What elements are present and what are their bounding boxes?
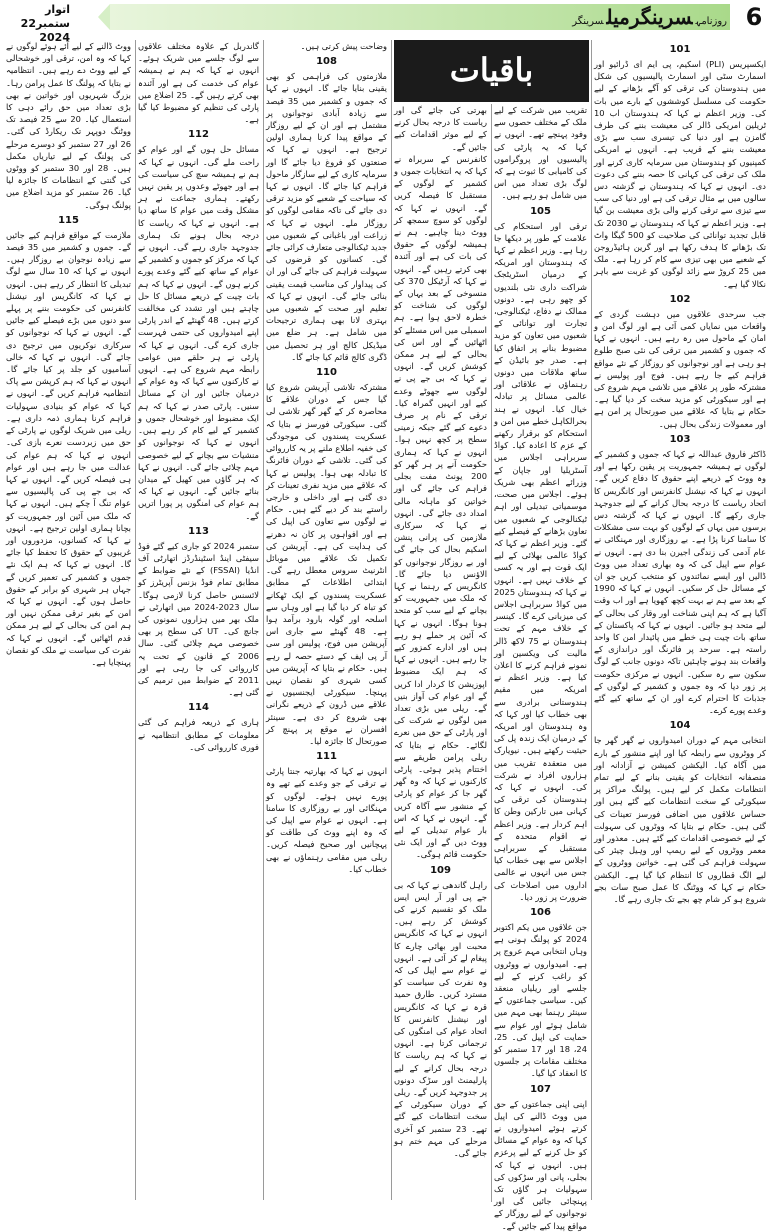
article-number: 108: [316, 56, 337, 68]
article-number: 114: [188, 702, 209, 714]
article-text: ایکسپریس (PLI) اسکیم، پی ایم ای ڈرائیو اور اسمارٹ سٹی اور اسمارٹ پالیسیوں کی شکل میں ہندوستان کی ترقی کو آگے بڑھانے کے لیے حکومت کی مسلسل کوششوں کے بارے میں بات کی۔ وزیر اعظم نے کہا کہ ہندوستان اب 10 ٹریلین امریکی ڈالر کی معیشت بننے کی طرف گامزن ہے اور دنیا کی تیسری سب سے بڑی معیشت بننے کے قریب ہے۔ انہوں نے امریکی کمپنیوں کو ہندوستان میں سرمایہ کاری کرنے اور ملک کی ترقی کی کہانی کا حصہ بننے کی دعوت دی۔ انہوں نے کہا کہ ہندوستان نے گزشتہ دس سالوں میں بے مثال ترقی کی ہے اور دنیا کی سب سے تیزی سے ترقی کرنے والی بڑی معیشت بن گیا ہے۔ وزیر اعظم نے کہا کہ ہندوستان نے 2030 تک قابل تجدید توانائی کی صلاحیت کو 500 گیگا واٹ تک بڑھانے کا ہدف رکھا ہے اور گرین ہائیڈروجن کے شعبے میں بھی تیزی سے کام کر رہا ہے۔ ملک میں 25 کروڑ سے زائد لوگوں کو غربت سے باہر نکالا گیا ہے۔: [594, 59, 767, 289]
article-number: 112: [188, 129, 209, 141]
column-rule: [263, 40, 264, 1200]
column-1: [594, 40, 766, 1205]
article-number: 103: [669, 433, 691, 445]
article-text: مشترکہ تلاشی آپریشن شروع کیا گیا جس کے دوران علاقے کا محاصرہ کر کے گھر گھر تلاشی لی گئی۔ سیکورٹی فورسز نے بتایا کہ عسکریت پسندوں کی موجودگی کی خفیہ اطلاع ملنے پر یہ کارروائی کی گئی۔ تلاشی کے دوران فائرنگ کا تبادلہ بھی ہوا۔ پولیس نے کہا کہ علاقے میں مزید نفری تعینات کر دی گئی ہے اور داخلی و خارجی راستے بند کر دیے گئے ہیں۔ حکام نے لوگوں سے تعاون کی اپیل کی ہے اور افواہوں پر کان نہ دھرنے کی ہدایت کی ہے۔ آپریشن کی تکمیل تک علاقے میں موبائل انٹرنیٹ سروس معطل رہے گی۔ ابتدائی اطلاعات کے مطابق عسکریت پسندوں کے ایک ٹھکانے کو تباہ کر دیا گیا ہے اور وہاں سے اسلحہ اور گولہ بارود برآمد ہوا ہے۔ 48 گھنٹے سے جاری اس آپریشن میں فوج، پولیس اور سی آر پی ایف کے دستے حصہ لے رہے ہیں۔ حکام نے بتایا کہ آپریشن میں کسی شہری کو نقصان نہیں پہنچا۔ سیکورٹی ایجنسیوں نے علاقے میں ڈرون کے ذریعے نگرانی بھی شروع کر دی ہے۔ سینئر افسران نے موقع پر پہنچ کر صورتحال کا جائزہ لیا۔: [266, 382, 387, 746]
article-text: راہل گاندھی نے کہا کہ بی جے پی اور آر ایس ایس ملک کو تقسیم کرنے کی کوشش کر رہے ہیں۔ انہوں نے کہا کہ کانگریس محبت اور بھائی چارے کا پیغام لے کر آئی ہے۔ انہوں نے عوام سے اپیل کی کہ وہ نفرت کی سیاست کو مسترد کریں۔ طارق حمید قرہ نے کہا کہ کانگریس اور نیشنل کانفرنس کا اتحاد عوام کی امنگوں کی ترجمانی کرتا ہے۔ انہوں نے کہا کہ ہم ریاست کا درجہ بحال کرانے کے لیے پارلیمنٹ اور سڑک دونوں پر جدوجہد کریں گے۔ ریلی کے دوران سیکورٹی کے سخت انتظامات کیے گئے تھے۔ 23 ستمبر کو آخری مرحلے کی مہم ختم ہو جائے گی۔: [394, 879, 487, 1159]
date-label: 22ستمبر 2024: [20, 17, 70, 44]
column-rule: [135, 40, 136, 1200]
article-number: 102: [669, 293, 691, 305]
article-text: گاندربل کے علاوہ مختلف علاقوں سے لوگ جلسے میں شریک ہوئے۔ انہوں نے کہا کہ ہم نے ہمیشہ عوام کی خدمت کی ہے اور آئندہ بھی کرتے رہیں گے۔ 25 اضلاع میں پارٹی کی تنظیم کو مضبوط کیا گیا ہے۔: [138, 41, 259, 125]
article-text: کانفرنس کے سربراہ نے کہا کہ یہ انتخابات جموں و کشمیر کے لوگوں کے مستقبل کا فیصلہ کریں گے۔ انہوں نے کہا کہ لوگوں کو سوچ سمجھ کر ووٹ دینا چاہیے۔ ہم نے ہمیشہ لوگوں کے حقوق کی بات کی ہے اور آئندہ بھی کرتے رہیں گے۔ انہوں نے کہا کہ آرٹیکل 370 کی منسوخی کے بعد یہاں کے لوگوں کی شناخت کو خطرہ لاحق ہوا ہے۔ ہم اسمبلی میں اس مسئلے کو اٹھائیں گے اور اس کی بحالی کے لیے ہر ممکن کوشش کریں گے۔ انہوں نے کہا کہ بی جے پی نے لوگوں سے جھوٹے وعدے کیے اور انہیں گمراہ کیا۔ ترقی کے نام پر صرف دعوے کیے گئے جبکہ زمینی سطح پر کچھ نہیں ہوا۔ انہوں نے کہا کہ ہماری حکومت آنے پر ہر گھر کو 200 یونٹ مفت بجلی فراہم کی جائے گی اور خواتین کو ماہانہ مالی امداد دی جائے گی۔ انہوں نے کہا کہ سرکاری ملازمین کی پرانی پنشن اسکیم بحال کی جائے گی اور بے روزگار نوجوانوں کو الاؤنس دیا جائے گا۔ کانگریس کے رہنما نے کہا کہ ملک میں جمہوریت کو بچانے کے لیے سب کو متحد ہونا ہوگا۔ انہوں نے کہا کہ آئین پر حملے ہو رہے ہیں اور ادارے کمزور کیے جا رہے ہیں۔ انہوں نے کہا کہ ہم ایک مضبوط اپوزیشن کا کردار ادا کریں گے اور عوام کی آواز بنیں گے۔ ریلی میں بڑی تعداد میں لوگوں نے شرکت کی اور پارٹی کے حق میں نعرے لگائے۔ حکام نے بتایا کہ ریلی پرامن طریقے سے اختتام پذیر ہوئی۔ پارٹی کارکنوں نے کہا کہ وہ گھر گھر جا کر عوام کو پارٹی کے منشور سے آگاہ کریں گے۔ انہوں نے کہا کہ اس بار عوام تبدیلی کے لیے ووٹ دیں گے اور ایک نئی حکومت قائم ہوگی۔: [394, 153, 487, 860]
column-rule: [591, 40, 592, 1200]
newspaper-prefix: روزنامہ: [695, 16, 727, 27]
section-banner: [394, 40, 589, 102]
article-number: 111: [316, 751, 337, 763]
section-title: باقیات: [449, 51, 534, 89]
article-text: ملازمت کے مواقع فراہم کیے جائیں گے۔ جموں و کشمیر میں 35 فیصد سے زیادہ نوجوان بے روزگار ہیں۔ انہوں نے کہا کہ 10 سال سے لوگ تبدیلی کا انتظار کر رہے ہیں۔ انہوں نے کہا کہ کانگریس اور نیشنل کانفرنس کی حکومت بننے پر پہلے سو دنوں میں بڑے فیصلے کیے جائیں گے۔ انہوں نے کہا کہ نوجوانوں کو سرکاری نوکریوں میں ترجیح دی جائے گی۔ انہوں نے کہا کہ خالی آسامیوں کو جلد پر کیا جائے گا۔ انہوں نے کہا کہ ہم کرپشن سے پاک انتظامیہ فراہم کریں گے۔ انہوں نے کہا کہ عوام کو بنیادی سہولیات فراہم کرنا ہماری ذمہ داری ہے۔ ریلی میں شریک لوگوں نے پارٹی کے حق میں زبردست نعرے بازی کی۔ انہوں نے کہا کہ ہم عوام کی عدالت میں جا رہے ہیں اور عوام ہی فیصلہ کریں گے۔ انہوں نے کہا کہ بی جے پی کی پالیسیوں سے عوام تنگ آ چکے ہیں۔ انہوں نے کہا کہ ملک میں آئین اور جمہوریت کو بچانا ہماری اولین ترجیح ہے۔ انہوں نے کہا کہ کسانوں، مزدوروں اور غریبوں کے حقوق کا تحفظ کیا جائے گا۔ انہوں نے کہا کہ ہم ایک نئے جموں و کشمیر کی تعمیر کریں گے جہاں ہر شہری کو برابر کے حقوق حاصل ہوں گے۔ انہوں نے کہا کہ امن کے بغیر ترقی ممکن نہیں اور ہم امن کی بحالی کے لیے ہر ممکن قدم اٹھائیں گے۔ انہوں نے کہا کہ نفرت کی سیاست نے ملک کو نقصان پہنچایا ہے۔: [5, 229, 131, 667]
article-text: تقریب میں شرکت کے لیے ملک کے مختلف حصوں سے وفود پہنچے تھے۔ انہوں نے کہا کہ یہ پارٹی کی پالیسیوں اور پروگراموں کی کامیابی کا ثبوت ہے کہ لوگ بڑی تعداد میں اس میں شامل ہو رہے ہیں۔: [494, 105, 587, 201]
page-header: [0, 0, 770, 44]
article-text: انہوں نے کہا کہ بھارتیہ جنتا پارٹی نے ترقی کے جو وعدے کیے تھے وہ پورے نہیں ہوئے۔ لوگوں کو مہنگائی اور بے روزگاری کا سامنا ہے۔ انہوں نے عوام سے اپیل کی کہ وہ اپنے ووٹ کی طاقت کو پہچانیں اور صحیح فیصلہ کریں۔ ریلی میں مقامی رہنماؤں نے بھی خطاب کیا۔: [266, 766, 387, 874]
column-3: [394, 104, 487, 1204]
article-text: ڈاکٹر فاروق عبداللہ نے کہا کہ جموں و کشمیر کے لوگوں نے ہمیشہ جمہوریت پر یقین رکھا ہے اور وہ ووٹ کے ذریعے اپنے حقوق کا دفاع کریں گے۔ انہوں نے کہا کہ نیشنل کانفرنس اور کانگریس کا اتحاد ریاست کا درجہ بحال کرانے کے لیے جدوجہد جاری رکھے گا۔ انہوں نے کہا کہ گزشتہ دس برسوں میں یہاں کے لوگوں کو بہت سی مشکلات کا سامنا کرنا پڑا ہے۔ بے روزگاری اور مہنگائی نے عام آدمی کی زندگی اجیرن بنا دی ہے۔ انہوں نے عوام سے اپیل کی کہ وہ بھاری تعداد میں ووٹ ڈالیں اور ایسے نمائندوں کو منتخب کریں جو ان کے مسائل حل کر سکیں۔ انہوں نے کہا کہ 1990 کے بعد سے ہم نے بہت کچھ کھویا ہے اور اب وقت آگیا ہے کہ ہم اپنی شناخت اور وقار کی بحالی کے لیے متحد ہو جائیں۔ انہوں نے کہا کہ پاکستان کے ساتھ بات چیت ہی خطے میں پائیدار امن کا واحد راستہ ہے۔ سرحد پر فائرنگ اور دراندازی کے واقعات بند ہونے چاہئیں تاکہ دونوں جانب کے لوگ سکون سے رہ سکیں۔ انہوں نے مرکزی حکومت پر زور دیا کہ وہ جموں و کشمیر کے لوگوں کے جذبات کا احترام کرے اور ان کے ساتھ کیے گئے وعدے پورے کرے۔: [594, 448, 766, 716]
column-rule: [491, 104, 492, 1202]
article-number: 115: [58, 214, 79, 226]
article-text: جب سرحدی علاقوں میں دہشت گردی کے واقعات میں نمایاں کمی آئی ہے اور لوگ امن و امان کے ماحول میں رہ رہے ہیں۔ انہوں نے کہا کہ جموں و کشمیر میں ترقی کی نئی صبح طلوع ہو رہی ہے اور نوجوانوں کو روزگار کے نئے مواقع فراہم کیے جا رہے ہیں۔ فوج اور پولیس نے مشترکہ طور پر علاقے میں تلاشی مہم شروع کی ہے اور سیکورٹی کو مزید سخت کر دیا گیا ہے۔ حکام نے بتایا کہ علاقے میں صورتحال پر امن ہے اور معمولات زندگی بحال ہیں۔: [594, 308, 766, 429]
article-number: 105: [530, 205, 551, 217]
article-text: وضاحت پیش کرتی ہیں۔: [300, 41, 387, 51]
article-text: ستمبر 2024 کو جاری کیے گئے فوڈ سیفٹی اینڈ اسٹینڈرڈز اتھارٹی آف انڈیا (FSSAI) کے نئے ضوابط کے مطابق تمام فوڈ بزنس آپریٹرز کو لائسنس حاصل کرنا لازمی ہوگا۔ سال 2023-2024 میں اتھارٹی نے ملک بھر میں ہزاروں نمونوں کی جانچ کی۔ UT کی سطح پر بھی خصوصی مہم چلائی گئی۔ سال 2006 کے قانون کے تحت یہ کارروائی کی جا رہی ہے اور 2011 کے ضوابط میں ترمیم کی گئی ہے۔: [138, 540, 260, 698]
day-label: اتوار: [45, 3, 70, 16]
article-number: 110: [316, 367, 337, 379]
article-text: ملازمتوں کی فراہمی کو بھی یقینی بنایا جائے گا۔ انہوں نے کہا کہ جموں و کشمیر میں 35 فیصد سے زیادہ آبادی نوجوانوں پر مشتمل ہے اور ان کے لیے روزگار کے مواقع پیدا کرنا ہماری اولین ترجیح ہے۔ انہوں نے کہا کہ صنعتوں کو فروغ دیا جائے گا اور سرمایہ کاری کے لیے سازگار ماحول فراہم کیا جائے گا۔ انہوں نے کہا کہ سیاحت کے شعبے کو مزید ترقی دی جائے گی تاکہ مقامی لوگوں کو روزگار ملے۔ انہوں نے کہا کہ زراعت اور باغبانی کے شعبوں میں جدید ٹیکنالوجی متعارف کرائی جائے گی۔ کسانوں کو قرضوں کی سہولت فراہم کی جائے گی اور ان کی پیداوار کی مناسب قیمت یقینی بنائی جائے گی۔ انہوں نے کہا کہ تعلیم اور صحت کے شعبوں میں بہتری لانا بھی ہماری ترجیحات میں شامل ہے۔ ہر ضلع میں میڈیکل کالج اور ہر تحصیل میں ڈگری کالج قائم کیا جائے گا۔: [266, 71, 387, 362]
article-text: مسائل حل ہوں گے اور عوام کو راحت ملے گی۔ انہوں نے کہا کہ ہم نے ہمیشہ سچ کی سیاست کی ہے اور جھوٹے وعدوں پر یقین نہیں رکھتے۔ ہماری جماعت نے ہر مشکل وقت میں عوام کا ساتھ دیا ہے۔ انہوں نے کہا کہ ریاست کا درجہ بحال ہونے تک ہماری جدوجہد جاری رہے گی۔ انہوں نے کہا کہ مرکز کو جموں و کشمیر کے عوام کے ساتھ کیے گئے وعدے پورے کرنے ہوں گے۔ انہوں نے کہا کہ ہم بات چیت کے ذریعے مسائل کا حل چاہتے ہیں اور تشدد کی مخالفت کرتے ہیں۔ 48 گھنٹے کے اندر پارٹی اپنے امیدواروں کی حتمی فہرست جاری کرے گی۔ انہوں نے کہا کہ پارٹی نے ہر حلقے میں عوامی رابطہ مہم شروع کی ہے۔ انہوں نے کارکنوں سے کہا کہ وہ عوام کے درمیان جائیں اور ان کے مسائل سنیں۔ پارٹی صدر نے کہا کہ ہم ایک مضبوط اور خوشحال جموں و کشمیر کے لیے کام کر رہے ہیں۔ انہوں نے کہا کہ نوجوانوں کو منشیات سے بچانے کے لیے خصوصی مہم چلائی جائے گی۔ انہوں نے کہا کہ ہر گاؤں میں کھیل کے میدان بنائے جائیں گے۔ انہوں نے کہا کہ ہم عوام کی امنگوں پر پورا اتریں گے۔: [138, 144, 259, 521]
article-number: 104: [669, 720, 691, 732]
header-arrow: [98, 4, 110, 30]
article-text: بھرتی کی جائے گی اور ریاست کا درجہ بحال کرنے کے لیے موثر اقدامات کیے جائیں گے۔: [394, 105, 487, 152]
column-6: [6, 40, 131, 1205]
article-number: 113: [188, 525, 209, 537]
article-number: 107: [530, 1083, 551, 1095]
article-text: انتخابی مہم کے دوران امیدواروں نے گھر گھر جا کر ووٹروں سے رابطہ کیا اور اپنے منشور کے بارے میں آگاہ کیا۔ الیکشن کمیشن نے آزادانہ اور منصفانہ انتخابات کو یقینی بنانے کے لیے تمام انتظامات مکمل کر لیے ہیں۔ پولنگ مراکز پر سیکورٹی کے سخت انتظامات کیے گئے ہیں اور حساس علاقوں میں اضافی فورسز تعینات کی گئی ہیں۔ حکام نے بتایا کہ ووٹروں کی سہولت کے لیے خصوصی اقدامات کیے گئے ہیں۔ معذور اور معمر ووٹروں کے لیے ریمپ اور وہیل چیئر کی سہولت فراہم کی گئی ہے۔ خواتین ووٹروں کے لیے الگ قطاروں کا انتظام کیا گیا ہے۔ الیکشن حکام نے کہا کہ ووٹنگ کا عمل صبح سات بجے شروع ہو کر شام چھ بجے تک جاری رہے گا۔: [594, 735, 766, 904]
page-number: 6: [745, 3, 763, 31]
city-label: سرینگر: [572, 16, 604, 27]
article-text: ترقی اور استحکام کی علامت کے طور پر دیکھا جا رہا ہے۔ وزیر اعظم نے کہا کہ ہندوستان اور امریکہ کے درمیان اسٹریٹجک شراکت داری نئی بلندیوں کو چھو رہی ہے۔ دونوں ممالک نے دفاع، ٹیکنالوجی، تجارت اور توانائی کے شعبوں میں تعاون کو مزید مضبوط بنانے پر اتفاق کیا ہے۔ صدر جو بائیڈن کے ساتھ ملاقات میں دونوں رہنماؤں نے علاقائی اور عالمی مسائل پر تبادلہ خیال کیا۔ انہوں نے ہند بحرالکاہل خطے میں امن و استحکام کو برقرار رکھنے کے عزم کا اعادہ کیا۔ کواڈ سربراہی اجلاس میں آسٹریلیا اور جاپان کے وزرائے اعظم بھی شریک ہوئے۔ اجلاس میں صحت، موسمیاتی تبدیلی اور اہم ٹیکنالوجی کے شعبوں میں تعاون بڑھانے کے فیصلے کیے گئے۔ وزیر اعظم نے کہا کہ کواڈ عالمی بھلائی کے لیے ایک قوت ہے اور یہ کسی کے خلاف نہیں ہے۔ انہوں نے کہا کہ ہندوستان 2025 میں کواڈ سربراہی اجلاس کی میزبانی کرے گا۔ کینسر کے خلاف مہم کے تحت ہندوستان نے 75 لاکھ ڈالر مالیت کی ویکسین اور نمونے فراہم کرنے کا اعلان کیا ہے۔ وزیر اعظم نے امریکہ میں مقیم ہندوستانی برادری سے بھی خطاب کیا اور کہا کہ وہ ہندوستان اور امریکہ کے درمیان ایک زندہ پل کی حیثیت رکھتے ہیں۔ نیویارک میں منعقدہ تقریب میں ہزاروں افراد نے شرکت کی۔ انہوں نے کہا کہ ہندوستان کی ترقی کی کہانی میں تارکین وطن کا اہم کردار ہے۔ وزیر اعظم نے اقوام متحدہ کے مستقبل کے سربراہی اجلاس سے بھی خطاب کیا جس میں انہوں نے عالمی اداروں میں اصلاحات کی ضرورت پر زور دیا۔: [493, 220, 587, 902]
article-number: 101: [669, 44, 691, 55]
article-text: ہاری کے ذریعہ فراہم کی گئی معلومات کے مطابق انتظامیہ نے فوری کارروائی کی۔: [138, 717, 259, 752]
column-4: [266, 40, 387, 1205]
masthead: [540, 3, 730, 36]
column-2: [493, 104, 587, 1231]
article-number: 109: [430, 864, 451, 876]
newspaper-name: سرینگرمیل: [606, 5, 693, 29]
article-number: 106: [530, 907, 551, 918]
article-text: اپنی اپنی جماعتوں کے حق میں ووٹ ڈالنے کی اپیل کرتے ہوئے امیدواروں نے کہا کہ وہ عوام کے مسائل کو حل کرنے کے لیے پرعزم ہیں۔ انہوں نے کہا کہ بجلی، پانی اور سڑکوں کی سہولیات ہر گاؤں تک پہنچائی جائیں گی اور نوجوانوں کے لیے روزگار کے مواقع پیدا کیے جائیں گے۔: [494, 1098, 587, 1231]
column-rule: [391, 40, 392, 1200]
column-5: [138, 40, 259, 1205]
article-text: جن علاقوں میں یکم اکتوبر 2024 کو پولنگ ہونی ہے وہاں انتخابی مہم عروج پر ہے۔ امیدواروں نے ووٹروں کو راغب کرنے کے لیے جلسے اور ریلیاں منعقد کیں۔ سیاسی جماعتوں کے سینئر رہنما بھی مہم میں شامل ہوئے اور عوام سے حمایت کی اپیل کی۔ 25، 24، 18 اور 17 ستمبر کو مختلف مقامات پر جلسوں کا انعقاد کیا گیا۔: [494, 922, 587, 1079]
date-block: [10, 3, 70, 45]
article-text: ووٹ ڈالنے کے لیے آئے ہوئے لوگوں نے کہا کہ وہ امن، ترقی اور خوشحالی کے لیے ووٹ دے رہے ہیں۔ انتظامیہ نے بتایا کہ پولنگ کا عمل پرامن رہا۔ بزرگ شہریوں اور خواتین نے بھی بڑی تعداد میں حق رائے دہی کا استعمال کیا۔ 20 سے 25 فیصد تک ووٹنگ دوپہر تک ریکارڈ کی گئی۔ 26 اور 27 ستمبر کو دوسرے مرحلے کی پولنگ کے لیے تیاریاں مکمل ہیں۔ 28 اور 30 ستمبر کو ووٹوں کی گنتی کے انتظامات کا جائزہ لیا گیا۔ 26 ستمبر کو مزید اضلاع میں پولنگ ہوگی۔: [6, 41, 132, 210]
